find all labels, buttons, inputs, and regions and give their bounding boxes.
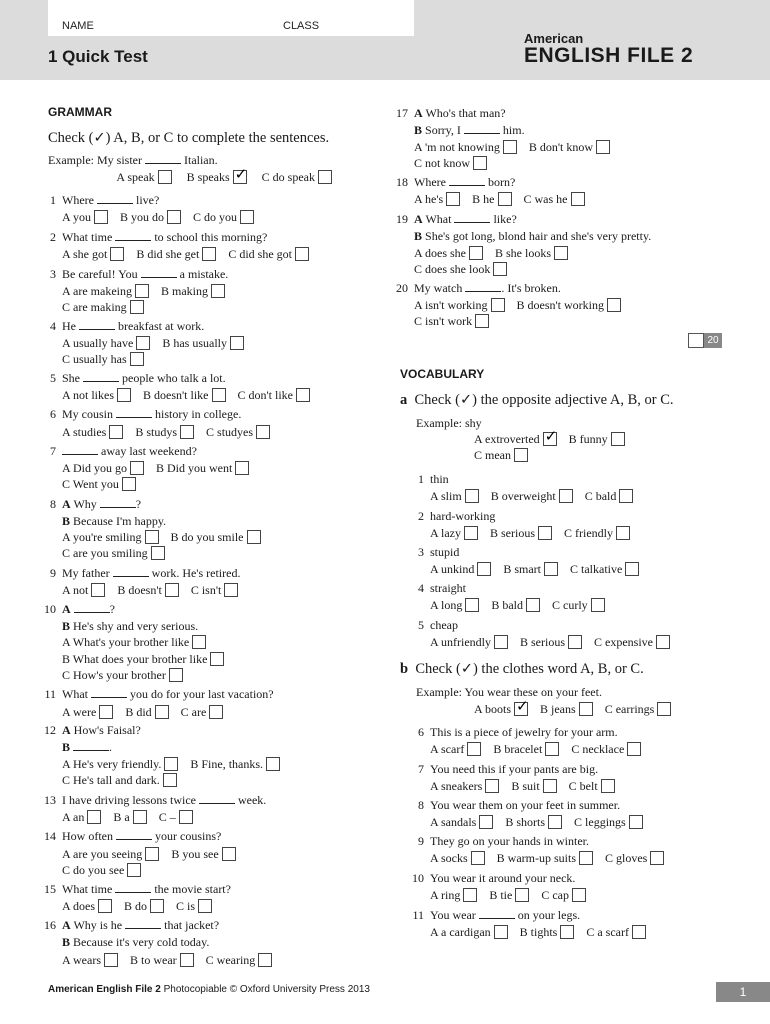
- vocab-item-11-options: A a cardigan B tights C a scarf: [408, 924, 658, 940]
- checkbox[interactable]: [498, 192, 512, 206]
- question-6: 6 My cousin history in college.: [50, 407, 242, 421]
- checkbox[interactable]: [165, 583, 179, 597]
- checkbox[interactable]: [104, 953, 118, 967]
- checkbox[interactable]: [127, 863, 141, 877]
- vocab-item-4-options: A long B bald C curly: [408, 597, 617, 613]
- checkbox[interactable]: [619, 489, 633, 503]
- question-15: 15 What time the movie start?: [44, 882, 231, 896]
- checkbox[interactable]: [224, 583, 238, 597]
- question-8-options: A you're smiling B do you smile: [40, 529, 273, 545]
- question-8-option-c: C are you smiling: [40, 545, 177, 561]
- checkbox[interactable]: [198, 899, 212, 913]
- checkbox[interactable]: [133, 810, 147, 824]
- question-2: 2 What time to school this morning?: [50, 230, 268, 244]
- checkbox[interactable]: [571, 192, 585, 206]
- question-3-option-c: C are making: [40, 299, 156, 315]
- checkbox[interactable]: [538, 526, 552, 540]
- question-16-reply: B Because it's very cold today.: [62, 935, 210, 949]
- question-19: 19 A What like?: [396, 212, 517, 226]
- vocab-item-4: 4 straight: [418, 581, 466, 595]
- name-class-field[interactable]: [48, 0, 414, 36]
- question-20-options: A isn't working B doesn't working: [392, 297, 633, 313]
- checkbox[interactable]: [266, 757, 280, 771]
- checkbox[interactable]: [295, 247, 309, 261]
- checkbox[interactable]: [572, 888, 586, 902]
- checkbox[interactable]: [99, 705, 113, 719]
- checkbox[interactable]: [256, 425, 270, 439]
- page-title: 1 Quick Test: [48, 47, 148, 66]
- checkbox-checked[interactable]: [233, 170, 247, 184]
- checkbox[interactable]: [493, 262, 507, 276]
- checkbox[interactable]: [632, 925, 646, 939]
- checkbox[interactable]: [503, 140, 517, 154]
- question-14: 14 How often your cousins?: [44, 829, 222, 843]
- grammar-example-options: A speak B speaks✓ C do speak: [48, 169, 344, 185]
- checkbox[interactable]: [473, 156, 487, 170]
- vocab-item-1: 1 thin: [418, 472, 449, 486]
- question-15-options: A does B do C is: [40, 898, 224, 914]
- question-1-options: A you B you do C do you: [40, 209, 266, 225]
- checkbox[interactable]: [130, 461, 144, 475]
- question-1: 1 Where live?: [50, 193, 160, 207]
- checkbox[interactable]: [163, 773, 177, 787]
- question-19-option-c: C does she look: [392, 261, 519, 277]
- checkbox[interactable]: [465, 598, 479, 612]
- question-12: 12 A How's Faisal?: [44, 723, 141, 737]
- checkbox[interactable]: [87, 810, 101, 824]
- checkbox[interactable]: [296, 388, 310, 402]
- question-5: 5 She people who talk a lot.: [50, 371, 226, 385]
- class-label: CLASS: [283, 20, 320, 32]
- checkbox[interactable]: [180, 953, 194, 967]
- checkbox[interactable]: [117, 388, 131, 402]
- checkbox[interactable]: [109, 425, 123, 439]
- vocab-a-example-options: A extroverted✓ B funny: [416, 431, 637, 447]
- checkbox[interactable]: [169, 668, 183, 682]
- checkbox[interactable]: [494, 925, 508, 939]
- score-total: 20: [704, 333, 722, 348]
- checkbox[interactable]: [475, 314, 489, 328]
- question-12-reply: B .: [62, 740, 113, 754]
- checkbox[interactable]: [607, 298, 621, 312]
- question-12-option-c: C He's tall and dark.: [40, 772, 189, 788]
- vocab-b-example: Example: You wear these on your feet.: [416, 685, 602, 699]
- checkbox[interactable]: [627, 742, 641, 756]
- vocab-a-instruction: a Check (✓) the opposite adjective A, B, or C.: [400, 392, 674, 408]
- vocab-item-10-options: A ring B tie C cap: [408, 887, 598, 903]
- vocab-item-2-options: A lazy B serious C friendly: [408, 525, 642, 541]
- grammar-instruction: Check (✓) A, B, or C to complete the sentences.: [48, 130, 330, 146]
- checkbox[interactable]: [579, 702, 593, 716]
- checkbox[interactable]: [110, 247, 124, 261]
- checkbox[interactable]: [212, 388, 226, 402]
- question-9-options: A not B doesn't C isn't: [40, 582, 250, 598]
- vocab-a-example-option-c: C mean: [416, 447, 540, 463]
- score-box[interactable]: [688, 333, 704, 348]
- question-13: 13 I have driving lessons twice week.: [44, 793, 267, 807]
- checkbox[interactable]: [235, 461, 249, 475]
- checkbox[interactable]: [465, 489, 479, 503]
- checkbox[interactable]: [514, 448, 528, 462]
- checkbox[interactable]: [601, 779, 615, 793]
- checkbox[interactable]: [469, 246, 483, 260]
- question-10-option-b: B What does your brother like: [40, 651, 236, 667]
- question-18-options: A he's B he C was he: [392, 191, 597, 207]
- vocab-item-6-options: A scarf B bracelet C necklace: [408, 741, 653, 757]
- vocab-item-10: 10 You wear it around your neck.: [412, 871, 576, 885]
- checkbox[interactable]: [145, 847, 159, 861]
- checkbox[interactable]: [548, 815, 562, 829]
- checkbox[interactable]: [210, 652, 224, 666]
- checkbox[interactable]: [463, 888, 477, 902]
- question-16-options: A wears B to wear C wearing: [40, 952, 284, 968]
- checkbox[interactable]: [122, 477, 136, 491]
- checkbox[interactable]: [202, 247, 216, 261]
- checkbox[interactable]: [164, 757, 178, 771]
- question-7-option-c: C Went you: [40, 476, 148, 492]
- question-17-reply: B Sorry, I him.: [414, 123, 525, 137]
- question-10: 10 A ?: [44, 602, 115, 616]
- question-17-options: A 'm not knowing B don't know: [392, 139, 622, 155]
- vocab-item-7: 7 You need this if your pants are big.: [418, 762, 599, 776]
- vocab-item-3: 3 stupid: [418, 545, 460, 559]
- vocab-item-1-options: A slim B overweight C bald: [408, 488, 645, 504]
- checkbox[interactable]: [494, 635, 508, 649]
- grammar-heading: GRAMMAR: [48, 105, 112, 119]
- question-16: 16 A Why is he that jacket?: [44, 918, 220, 932]
- checkbox[interactable]: [611, 432, 625, 446]
- question-4: 4 He breakfast at work.: [50, 319, 205, 333]
- question-14-option-c: C do you see: [40, 862, 153, 878]
- vocab-b-example-options: A boots✓ B jeans C earrings: [416, 701, 683, 717]
- question-14-options: A are you seeing B you see: [40, 846, 248, 862]
- page-number: 1: [716, 982, 770, 1002]
- checkbox[interactable]: [656, 635, 670, 649]
- checkbox[interactable]: [526, 598, 540, 612]
- checkbox[interactable]: [91, 583, 105, 597]
- question-4-option-c: C usually has: [40, 351, 156, 367]
- vocab-item-11: 11 You wear on your legs.: [412, 908, 581, 922]
- checkbox[interactable]: [625, 562, 639, 576]
- checkbox[interactable]: [446, 192, 460, 206]
- question-8-reply: B Because I'm happy.: [62, 514, 167, 528]
- checkbox[interactable]: [471, 851, 485, 865]
- grammar-example-stem: Example: My sister Italian.: [48, 153, 218, 167]
- question-10-option-a: A What's your brother like: [40, 634, 218, 650]
- question-20: 20 My watch . It's broken.: [396, 281, 561, 295]
- question-2-options: A she got B did she get C did she got: [40, 246, 321, 262]
- question-3-options: A are makeing B making: [40, 283, 237, 299]
- question-3: 3 Be careful! You a mistake.: [50, 267, 229, 281]
- vocab-item-8-options: A sandals B shorts C leggings: [408, 814, 655, 830]
- vocab-item-6: 6 This is a piece of jewelry for your arm.: [418, 725, 618, 739]
- question-5-options: A not likes B doesn't like C don't like: [40, 387, 322, 403]
- checkbox[interactable]: [544, 562, 558, 576]
- question-12-options: A He's very friendly. B Fine, thanks.: [40, 756, 292, 772]
- checkbox[interactable]: [130, 352, 144, 366]
- checkbox[interactable]: [485, 779, 499, 793]
- grammar-score: [688, 333, 722, 348]
- question-13-options: A an B a C –: [40, 809, 205, 825]
- checkbox[interactable]: [491, 298, 505, 312]
- checkbox[interactable]: [560, 925, 574, 939]
- vocab-b-instruction: b Check (✓) the clothes word A, B, or C.: [400, 661, 644, 677]
- checkbox[interactable]: [657, 702, 671, 716]
- question-10-reply: B He's shy and very serious.: [62, 619, 199, 633]
- brand-title: ENGLISH FILE 2: [524, 44, 694, 67]
- checkbox[interactable]: [179, 810, 193, 824]
- checkbox[interactable]: [222, 847, 236, 861]
- brand-american: American: [524, 31, 584, 46]
- question-10-option-c: C How's your brother: [40, 667, 195, 683]
- vocab-item-8: 8 You wear them on your feet in summer.: [418, 798, 621, 812]
- checkbox[interactable]: [167, 210, 181, 224]
- checkbox[interactable]: [467, 742, 481, 756]
- question-11: 11 What you do for your last vacation?: [44, 687, 274, 701]
- checkbox[interactable]: [98, 899, 112, 913]
- vocab-item-3-options: A unkind B smart C talkative: [408, 561, 651, 577]
- checkbox[interactable]: [192, 635, 206, 649]
- question-19-reply: B She's got long, blond hair and she's very pretty.: [414, 229, 652, 243]
- question-9: 9 My father work. He's retired.: [50, 566, 241, 580]
- checkbox[interactable]: [579, 851, 593, 865]
- vocab-item-7-options: A sneakers B suit C belt: [408, 778, 627, 794]
- checkbox[interactable]: [515, 888, 529, 902]
- checkbox[interactable]: [150, 899, 164, 913]
- question-19-options: A does she B she looks: [392, 245, 580, 261]
- checkbox[interactable]: [477, 562, 491, 576]
- checkbox[interactable]: [155, 705, 169, 719]
- checkbox-checked[interactable]: [514, 702, 528, 716]
- checkbox[interactable]: [211, 284, 225, 298]
- vocab-a-example: Example: shy: [416, 416, 482, 430]
- question-8: 8 A Why ?: [50, 497, 142, 511]
- question-7-options: A Did you go B Did you went: [40, 460, 261, 476]
- checkbox[interactable]: [543, 779, 557, 793]
- question-17: 17 A Who's that man?: [396, 106, 506, 120]
- checkbox[interactable]: [616, 526, 630, 540]
- checkbox[interactable]: [135, 284, 149, 298]
- checkbox[interactable]: [240, 210, 254, 224]
- checkbox-checked[interactable]: [543, 432, 557, 446]
- question-17-option-c: C not know: [392, 155, 499, 171]
- checkbox[interactable]: [180, 425, 194, 439]
- checkbox[interactable]: [596, 140, 610, 154]
- checkbox[interactable]: [247, 530, 261, 544]
- checkbox[interactable]: [209, 705, 223, 719]
- vocab-item-5: 5 cheap: [418, 618, 458, 632]
- vocab-item-2: 2 hard-working: [418, 509, 496, 523]
- checkbox[interactable]: [629, 815, 643, 829]
- checkbox[interactable]: [650, 851, 664, 865]
- name-label: NAME: [62, 20, 94, 32]
- checkbox[interactable]: [318, 170, 332, 184]
- checkbox[interactable]: [545, 742, 559, 756]
- checkbox[interactable]: [464, 526, 478, 540]
- checkbox[interactable]: [554, 246, 568, 260]
- question-18: 18 Where born?: [396, 175, 516, 189]
- checkbox[interactable]: [151, 546, 165, 560]
- checkbox[interactable]: [130, 300, 144, 314]
- checkbox[interactable]: [568, 635, 582, 649]
- checkbox[interactable]: [591, 598, 605, 612]
- vocab-item-5-options: A unfriendly B serious C expensive: [408, 634, 682, 650]
- vocabulary-heading: VOCABULARY: [400, 367, 485, 381]
- checkbox[interactable]: [158, 170, 172, 184]
- question-6-options: A studies B studys C studyes: [40, 424, 282, 440]
- vocab-item-9: 9 They go on your hands in winter.: [418, 834, 589, 848]
- checkbox[interactable]: [94, 210, 108, 224]
- checkbox[interactable]: [230, 336, 244, 350]
- checkbox[interactable]: [479, 815, 493, 829]
- checkbox[interactable]: [136, 336, 150, 350]
- footer-credit: American English File 2 Photocopiable © Oxford University Press 2013: [48, 984, 370, 995]
- checkbox[interactable]: [258, 953, 272, 967]
- checkbox[interactable]: [559, 489, 573, 503]
- checkbox[interactable]: [145, 530, 159, 544]
- question-7: 7 away last weekend?: [50, 444, 197, 458]
- question-4-options: A usually have B has usually: [40, 335, 256, 351]
- vocab-item-9-options: A socks B warm-up suits C gloves: [408, 850, 676, 866]
- question-20-option-c: C isn't work: [392, 313, 501, 329]
- question-11-options: A were B did C are: [40, 704, 235, 720]
